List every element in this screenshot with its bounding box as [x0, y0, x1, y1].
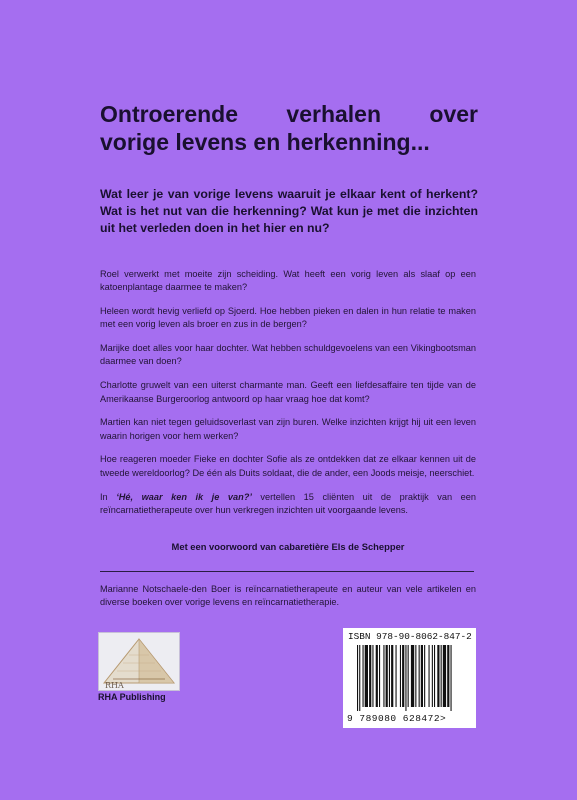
story-paragraph: Marijke doet alles voor haar dochter. Wat hebben schuldgevoelens van een Vikingbootsman daarmee van doen? — [100, 343, 476, 367]
barcode-bar — [359, 645, 360, 711]
headline-line-1: Ontroerende verhalen over — [100, 101, 478, 127]
barcode-bar — [391, 645, 393, 707]
isbn-label: ISBN 978-90-8062-847-2 — [348, 631, 472, 642]
barcode-bar — [369, 645, 371, 707]
barcode-bar — [383, 645, 384, 707]
barcode-bar — [363, 645, 364, 707]
book-paragraph-suffix: vertellen 15 cliënten uit de praktijk van een reïncarnatietherapeute over hun verkregen inzichten uit voorgaande levens. — [100, 491, 476, 515]
barcode-bar — [386, 645, 388, 707]
barcode-bar — [400, 645, 401, 707]
barcode-bar — [441, 645, 442, 707]
barcode-bar — [357, 645, 358, 711]
headline-line-2: vorige levens en herkenning... — [100, 129, 430, 155]
divider — [100, 571, 474, 572]
foreword-line: Met een voorwoord van cabaretière Els de Schepper — [171, 541, 405, 552]
pyramid-logo-icon — [99, 633, 179, 690]
barcode-bar — [411, 645, 414, 707]
barcode-bar — [429, 645, 430, 707]
book-title: ‘Hé, waar ken ik je van?’ — [116, 491, 252, 502]
story-paragraph: Charlotte gruwelt van een uiterst charmante man. Geeft een liefdesaffaire ten tijde van de Amerikaanse Burgeroorlog antwoord op haar vraag hoe dat komt? — [100, 380, 476, 404]
barcode-bar — [434, 645, 435, 707]
barcode-bar — [421, 645, 423, 707]
story-paragraph: Heleen wordt hevig verliefd op Sjoerd. Hoe hebben pieken en dalen in hun relatie te maken met een vorig leven als broer en zus in de bergen? — [100, 306, 476, 330]
story-paragraph: Martien kan niet tegen geluidsoverlast van zijn buren. Welke inzichten krijgt hij uit een leven waarin horigen voor hem werken? — [100, 417, 476, 441]
logo-text: RHA — [105, 681, 124, 690]
ean-digits — [347, 713, 475, 724]
book-paragraph — [100, 491, 476, 518]
barcode-bar — [402, 645, 404, 707]
barcode-bar — [447, 645, 449, 707]
barcode-bar — [415, 645, 416, 707]
barcode-bar — [389, 645, 390, 707]
story-paragraph: Hoe reageren moeder Fieke en dochter Sofie als ze ontdekken dat ze elkaar kennen uit de tweede wereldoorlog? De één als Duits soldaat, die de ander, een Joods meisje, neerschiet. — [100, 454, 476, 478]
barcode-bar — [376, 645, 378, 707]
barcode-bar — [443, 645, 446, 707]
headline — [100, 100, 478, 156]
barcode-bar — [432, 645, 433, 707]
stories — [100, 268, 476, 528]
barcode-bar — [396, 645, 397, 707]
barcode-bar — [424, 645, 425, 707]
barcode-bar — [379, 645, 380, 707]
barcode-bar — [437, 645, 439, 707]
publisher-logo — [98, 632, 180, 691]
quiet-zone-mark: > — [440, 713, 447, 724]
barcode-bar — [419, 645, 420, 707]
barcode-bars — [357, 645, 474, 711]
book-paragraph-prefix: In — [100, 491, 117, 502]
author-bio: Marianne Notschaele-den Boer is reïncarnatietherapeute en auteur van vele artikelen en diverse boeken over vorige levens en reïncarnatietherapie. — [100, 584, 476, 607]
barcode-bar — [405, 645, 406, 711]
intro-questions: Wat leer je van vorige levens waaruit je elkaar kent of herkent? Wat is het nut van die herkenning? Wat kun je met die inzichten uit het verleden doen in het hier en nu? — [100, 187, 478, 235]
publisher-name: RHA Publishing — [98, 692, 166, 702]
story-paragraph: Roel verwerkt met moeite zijn scheiding. Wat heeft een vorig leven als slaaf op een katoenplantage daarmee te maken? — [100, 269, 476, 293]
barcode-bar — [408, 645, 409, 707]
ean-number: 9 789080 628472 — [347, 713, 441, 724]
barcode-bar — [365, 645, 368, 707]
barcode-bar — [372, 645, 373, 707]
barcode-bar — [451, 645, 452, 711]
